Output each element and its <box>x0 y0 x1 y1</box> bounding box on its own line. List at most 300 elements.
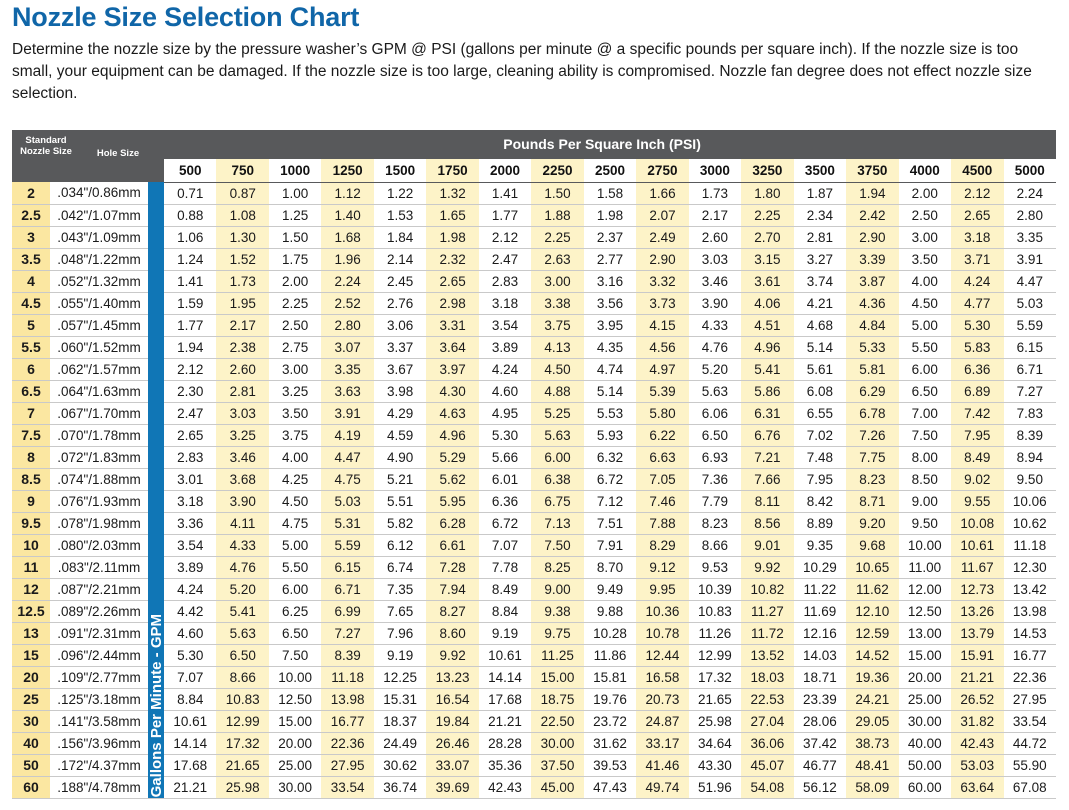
gpm-value-cell: 19.36 <box>846 666 898 688</box>
gpm-value-cell: 23.39 <box>794 688 846 710</box>
gpm-value-cell: 2.98 <box>426 292 478 314</box>
gpm-value-cell: 7.95 <box>951 424 1003 446</box>
gpm-value-cell: 3.75 <box>531 314 583 336</box>
gpm-value-cell: 2.38 <box>216 336 268 358</box>
psi-column-header: 1750 <box>426 159 478 182</box>
table-row <box>12 666 1056 688</box>
gpm-value-cell: 15.00 <box>269 710 321 732</box>
gpm-value-cell: 2.25 <box>269 292 321 314</box>
gpm-value-cell: 2.81 <box>216 380 268 402</box>
gpm-value-cell: 4.30 <box>426 380 478 402</box>
gpm-value-cell: 18.03 <box>741 666 793 688</box>
gpm-value-cell: 10.08 <box>951 512 1003 534</box>
gpm-value-cell: 42.43 <box>479 776 531 798</box>
gpm-value-cell: 18.75 <box>531 688 583 710</box>
psi-column-header: 1000 <box>269 159 321 182</box>
gpm-value-cell: 4.84 <box>846 314 898 336</box>
hole-size-cell: .048"/1.22mm <box>50 248 148 270</box>
gpm-value-cell: 6.32 <box>584 446 636 468</box>
gpm-value-cell: 9.53 <box>689 556 741 578</box>
gpm-value-cell: 2.60 <box>689 226 741 248</box>
hole-size-cell: .096"/2.44mm <box>50 644 148 666</box>
gpm-value-cell: 1.75 <box>269 248 321 270</box>
gpm-value-cell: 8.94 <box>1004 446 1057 468</box>
gpm-value-cell: 5.50 <box>899 336 951 358</box>
nozzle-size-cell: 2.5 <box>12 204 50 226</box>
gpm-value-cell: 4.96 <box>741 336 793 358</box>
gpm-value-cell: 10.61 <box>951 534 1003 556</box>
gpm-value-cell: 12.10 <box>846 600 898 622</box>
gpm-value-cell: 6.31 <box>741 402 793 424</box>
nozzle-size-cell: 6 <box>12 358 50 380</box>
gpm-value-cell: 7.66 <box>741 468 793 490</box>
gpm-value-cell: 33.54 <box>321 776 373 798</box>
gpm-value-cell: 60.00 <box>899 776 951 798</box>
table-row <box>12 182 1056 204</box>
psi-column-header: 2000 <box>479 159 531 182</box>
gpm-value-cell: 3.73 <box>636 292 688 314</box>
gpm-value-cell: 5.31 <box>321 512 373 534</box>
gpm-value-cell: 3.67 <box>374 358 426 380</box>
gpm-value-cell: 10.61 <box>164 710 216 732</box>
gpm-value-cell: 28.28 <box>479 732 531 754</box>
gpm-value-cell: 3.54 <box>479 314 531 336</box>
gpm-value-cell: 5.21 <box>374 468 426 490</box>
nozzle-size-cell: 8.5 <box>12 468 50 490</box>
gpm-value-cell: 2.34 <box>794 204 846 226</box>
gpm-value-cell: 6.72 <box>584 468 636 490</box>
gpm-value-cell: 21.21 <box>479 710 531 732</box>
gpm-value-cell: 15.31 <box>374 688 426 710</box>
gpm-value-cell: 35.36 <box>479 754 531 776</box>
gpm-value-cell: 10.83 <box>216 688 268 710</box>
gpm-value-cell: 27.95 <box>321 754 373 776</box>
psi-column-header: 2250 <box>531 159 583 182</box>
gpm-value-cell: 5.59 <box>321 534 373 556</box>
gpm-value-cell: 3.90 <box>689 292 741 314</box>
gpm-value-cell: 2.52 <box>321 292 373 314</box>
gpm-value-cell: 13.23 <box>426 666 478 688</box>
gpm-value-cell: 1.59 <box>164 292 216 314</box>
gpm-value-cell: 46.77 <box>794 754 846 776</box>
gpm-value-cell: 9.88 <box>584 600 636 622</box>
gpm-value-cell: 6.63 <box>636 446 688 468</box>
gpm-value-cell: 6.00 <box>269 578 321 600</box>
gpm-value-cell: 8.39 <box>321 644 373 666</box>
gpm-value-cell: 1.88 <box>531 204 583 226</box>
gpm-value-cell: 4.19 <box>321 424 373 446</box>
nozzle-size-cell: 15 <box>12 644 50 666</box>
gpm-value-cell: 4.74 <box>584 358 636 380</box>
gpm-value-cell: 7.05 <box>636 468 688 490</box>
gpm-value-cell: 2.00 <box>899 182 951 204</box>
hole-size-cell: .072"/1.83mm <box>50 446 148 468</box>
gpm-value-cell: 4.25 <box>269 468 321 490</box>
gpm-value-cell: 6.36 <box>951 358 1003 380</box>
gpm-value-cell: 10.78 <box>636 622 688 644</box>
gpm-value-cell: 1.00 <box>269 182 321 204</box>
gpm-value-cell: 51.96 <box>689 776 741 798</box>
gpm-value-cell: 4.13 <box>531 336 583 358</box>
gpm-value-cell: 7.42 <box>951 402 1003 424</box>
hole-size-cell: .064"/1.63mm <box>50 380 148 402</box>
gpm-value-cell: 8.60 <box>426 622 478 644</box>
gpm-value-cell: 39.69 <box>426 776 478 798</box>
gpm-value-cell: 4.76 <box>216 556 268 578</box>
gpm-value-cell: 3.31 <box>426 314 478 336</box>
gpm-value-cell: 58.09 <box>846 776 898 798</box>
gpm-value-cell: 13.79 <box>951 622 1003 644</box>
nozzle-size-cell: 6.5 <box>12 380 50 402</box>
hole-size-cell: .042"/1.07mm <box>50 204 148 226</box>
gpm-value-cell: 5.30 <box>479 424 531 446</box>
gpm-value-cell: 33.54 <box>1004 710 1057 732</box>
table-row <box>12 402 1056 424</box>
gpm-value-cell: 9.19 <box>479 622 531 644</box>
gpm-value-cell: 25.98 <box>689 710 741 732</box>
gpm-value-cell: 1.94 <box>846 182 898 204</box>
gpm-value-cell: 2.47 <box>479 248 531 270</box>
nozzle-chart-table <box>12 130 1056 799</box>
gpm-value-cell: 6.72 <box>479 512 531 534</box>
gpm-value-cell: 49.74 <box>636 776 688 798</box>
gpm-value-cell: 33.17 <box>636 732 688 754</box>
gpm-value-cell: 1.52 <box>216 248 268 270</box>
gpm-value-cell: 6.00 <box>899 358 951 380</box>
psi-column-header: 4000 <box>899 159 951 182</box>
gpm-value-cell: 2.83 <box>479 270 531 292</box>
gpm-value-cell: 11.67 <box>951 556 1003 578</box>
gpm-value-cell: 6.06 <box>689 402 741 424</box>
nozzle-size-cell: 4 <box>12 270 50 292</box>
gpm-value-cell: 4.33 <box>689 314 741 336</box>
gpm-value-cell: 11.25 <box>531 644 583 666</box>
gpm-value-cell: 3.27 <box>794 248 846 270</box>
gpm-value-cell: 1.41 <box>479 182 531 204</box>
hole-size-cell: .062"/1.57mm <box>50 358 148 380</box>
gpm-value-cell: 1.32 <box>426 182 478 204</box>
gpm-value-cell: 7.13 <box>531 512 583 534</box>
gpm-value-cell: 18.71 <box>794 666 846 688</box>
gpm-value-cell: 56.12 <box>794 776 846 798</box>
gpm-value-cell: 5.03 <box>321 490 373 512</box>
gpm-value-cell: 8.27 <box>426 600 478 622</box>
gpm-value-cell: 40.00 <box>899 732 951 754</box>
table-row <box>12 336 1056 358</box>
gpm-value-cell: 3.07 <box>321 336 373 358</box>
gpm-value-cell: 4.96 <box>426 424 478 446</box>
gpm-value-cell: 3.91 <box>321 402 373 424</box>
gpm-value-cell: 9.00 <box>899 490 951 512</box>
gpm-value-cell: 2.49 <box>636 226 688 248</box>
gpm-value-cell: 1.94 <box>164 336 216 358</box>
gpm-value-cell: 13.26 <box>951 600 1003 622</box>
gpm-value-cell: 5.20 <box>689 358 741 380</box>
gpm-value-cell: 4.97 <box>636 358 688 380</box>
gpm-value-cell: 22.36 <box>1004 666 1057 688</box>
nozzle-size-cell: 8 <box>12 446 50 468</box>
gpm-value-cell: 8.84 <box>164 688 216 710</box>
gpm-value-cell: 7.27 <box>1004 380 1057 402</box>
gpm-value-cell: 7.96 <box>374 622 426 644</box>
gpm-value-cell: 22.50 <box>531 710 583 732</box>
gpm-value-cell: 14.03 <box>794 644 846 666</box>
gpm-value-cell: 6.36 <box>479 490 531 512</box>
gpm-value-cell: 1.80 <box>741 182 793 204</box>
gpm-value-cell: 12.59 <box>846 622 898 644</box>
psi-column-header: 3000 <box>689 159 741 182</box>
page-title: Nozzle Size Selection Chart <box>12 2 360 32</box>
nozzle-size-cell: 4.5 <box>12 292 50 314</box>
gpm-value-cell: 4.50 <box>899 292 951 314</box>
gpm-value-cell: 3.46 <box>689 270 741 292</box>
nozzle-size-cell: 30 <box>12 710 50 732</box>
gpm-value-cell: 2.24 <box>1004 182 1057 204</box>
gpm-value-cell: 8.49 <box>951 446 1003 468</box>
gpm-value-cell: 31.62 <box>584 732 636 754</box>
gpm-value-cell: 7.27 <box>321 622 373 644</box>
gpm-value-cell: 6.50 <box>216 644 268 666</box>
gpm-value-cell: 33.07 <box>426 754 478 776</box>
gpm-value-cell: 2.65 <box>426 270 478 292</box>
gpm-value-cell: 3.00 <box>531 270 583 292</box>
gpm-value-cell: 16.54 <box>426 688 478 710</box>
psi-header: Pounds Per Square Inch (PSI) <box>148 130 1056 159</box>
gpm-value-cell: 3.87 <box>846 270 898 292</box>
gpm-value-cell: 3.03 <box>216 402 268 424</box>
gpm-value-cell: 3.89 <box>479 336 531 358</box>
gpm-value-cell: 43.30 <box>689 754 741 776</box>
gpm-value-cell: 1.95 <box>216 292 268 314</box>
gpm-value-cell: 5.83 <box>951 336 1003 358</box>
nozzle-size-cell: 10 <box>12 534 50 556</box>
gpm-value-cell: 2.12 <box>164 358 216 380</box>
nozzle-size-cell: 5 <box>12 314 50 336</box>
gpm-value-cell: 8.23 <box>689 512 741 534</box>
gpm-value-cell: 5.25 <box>531 402 583 424</box>
gpm-value-cell: 1.65 <box>426 204 478 226</box>
gpm-value-cell: 5.93 <box>584 424 636 446</box>
hole-size-cell: .074"/1.88mm <box>50 468 148 490</box>
gpm-value-cell: 3.50 <box>269 402 321 424</box>
gpm-axis-label <box>148 182 164 798</box>
gpm-value-cell: 1.68 <box>321 226 373 248</box>
gpm-value-cell: 11.27 <box>741 600 793 622</box>
chart-body <box>12 182 1056 798</box>
gpm-value-cell: 5.61 <box>794 358 846 380</box>
gpm-value-cell: 7.88 <box>636 512 688 534</box>
page-description: Determine the nozzle size by the pressure washer’s GPM @ PSI (gallons per minute @ a specific pounds per square inch). If the nozzle size is too small, your equipment can be damaged. If the nozzle size is too large, cleaning ability is compromised. Nozzle fan degree does not effect nozzle size selection. <box>12 41 1032 102</box>
gpm-value-cell: 5.14 <box>794 336 846 358</box>
gpm-value-cell: 12.30 <box>1004 556 1057 578</box>
gpm-value-cell: 7.78 <box>479 556 531 578</box>
gpm-value-cell: 8.56 <box>741 512 793 534</box>
gpm-axis-label-text: Gallons Per Minute - GPM <box>148 614 165 798</box>
gpm-value-cell: 6.15 <box>321 556 373 578</box>
table-row <box>12 226 1056 248</box>
gpm-value-cell: 10.06 <box>1004 490 1057 512</box>
gpm-value-cell: 4.56 <box>636 336 688 358</box>
gpm-value-cell: 4.00 <box>899 270 951 292</box>
gpm-value-cell: 13.98 <box>1004 600 1057 622</box>
gpm-value-cell: 1.12 <box>321 182 373 204</box>
hole-size-cell: .057"/1.45mm <box>50 314 148 336</box>
gpm-value-cell: 8.66 <box>216 666 268 688</box>
gpm-value-cell: 2.45 <box>374 270 426 292</box>
gpm-value-cell: 36.06 <box>741 732 793 754</box>
gpm-value-cell: 4.24 <box>951 270 1003 292</box>
gpm-value-cell: 2.77 <box>584 248 636 270</box>
table-row <box>12 314 1056 336</box>
nozzle-size-cell: 7 <box>12 402 50 424</box>
gpm-value-cell: 26.46 <box>426 732 478 754</box>
gpm-value-cell: 16.58 <box>636 666 688 688</box>
gpm-value-cell: 10.61 <box>479 644 531 666</box>
gpm-value-cell: 5.63 <box>531 424 583 446</box>
table-row <box>12 512 1056 534</box>
nozzle-size-cell: 5.5 <box>12 336 50 358</box>
gpm-value-cell: 55.90 <box>1004 754 1057 776</box>
gpm-value-cell: 6.50 <box>899 380 951 402</box>
gpm-value-cell: 47.43 <box>584 776 636 798</box>
gpm-value-cell: 7.75 <box>846 446 898 468</box>
gpm-value-cell: 5.86 <box>741 380 793 402</box>
table-row <box>12 754 1056 776</box>
gpm-value-cell: 1.98 <box>584 204 636 226</box>
gpm-value-cell: 7.91 <box>584 534 636 556</box>
gpm-value-cell: 7.02 <box>794 424 846 446</box>
gpm-value-cell: 4.76 <box>689 336 741 358</box>
nozzle-size-cell: 50 <box>12 754 50 776</box>
gpm-value-cell: 3.68 <box>216 468 268 490</box>
gpm-value-cell: 6.08 <box>794 380 846 402</box>
gpm-value-cell: 5.50 <box>269 556 321 578</box>
gpm-value-cell: 11.18 <box>1004 534 1057 556</box>
gpm-value-cell: 7.95 <box>794 468 846 490</box>
psi-column-header: 500 <box>164 159 216 182</box>
gpm-value-cell: 7.07 <box>479 534 531 556</box>
gpm-value-cell: 6.12 <box>374 534 426 556</box>
gpm-value-cell: 9.20 <box>846 512 898 534</box>
gpm-value-cell: 6.50 <box>269 622 321 644</box>
nozzle-size-cell: 12.5 <box>12 600 50 622</box>
gpm-value-cell: 8.71 <box>846 490 898 512</box>
gpm-value-cell: 9.01 <box>741 534 793 556</box>
gpm-value-cell: 8.42 <box>794 490 846 512</box>
gpm-value-cell: 1.73 <box>689 182 741 204</box>
gpm-value-cell: 2.80 <box>1004 204 1057 226</box>
gpm-value-cell: 10.29 <box>794 556 846 578</box>
gpm-value-cell: 36.74 <box>374 776 426 798</box>
psi-column-header: 3500 <box>794 159 846 182</box>
gpm-value-cell: 6.71 <box>321 578 373 600</box>
gpm-value-cell: 20.73 <box>636 688 688 710</box>
gpm-value-cell: 44.72 <box>1004 732 1057 754</box>
gpm-value-cell: 5.33 <box>846 336 898 358</box>
gpm-value-cell: 2.90 <box>636 248 688 270</box>
gpm-value-cell: 11.69 <box>794 600 846 622</box>
gpm-value-cell: 3.38 <box>531 292 583 314</box>
gpm-value-cell: 19.76 <box>584 688 636 710</box>
gpm-value-cell: 21.65 <box>216 754 268 776</box>
gpm-value-cell: 6.55 <box>794 402 846 424</box>
gpm-value-cell: 2.07 <box>636 204 688 226</box>
psi-column-header: 3250 <box>741 159 793 182</box>
gpm-value-cell: 7.65 <box>374 600 426 622</box>
hole-size-cell: .034"/0.86mm <box>50 182 148 204</box>
gpm-value-cell: 4.50 <box>531 358 583 380</box>
gpm-value-cell: 1.87 <box>794 182 846 204</box>
gpm-value-cell: 7.46 <box>636 490 688 512</box>
gpm-value-cell: 3.25 <box>269 380 321 402</box>
nozzle-size-cell: 13 <box>12 622 50 644</box>
gpm-value-cell: 31.82 <box>951 710 1003 732</box>
gpm-value-cell: 1.41 <box>164 270 216 292</box>
gpm-value-cell: 4.21 <box>794 292 846 314</box>
gpm-value-cell: 7.50 <box>899 424 951 446</box>
gpm-header-spacer <box>148 159 164 182</box>
gpm-value-cell: 30.00 <box>269 776 321 798</box>
nozzle-size-cell: 9.5 <box>12 512 50 534</box>
gpm-value-cell: 2.60 <box>216 358 268 380</box>
gpm-value-cell: 7.79 <box>689 490 741 512</box>
gpm-value-cell: 11.86 <box>584 644 636 666</box>
gpm-value-cell: 5.30 <box>164 644 216 666</box>
gpm-value-cell: 20.00 <box>899 666 951 688</box>
gpm-value-cell: 1.73 <box>216 270 268 292</box>
gpm-value-cell: 3.61 <box>741 270 793 292</box>
gpm-value-cell: 9.38 <box>531 600 583 622</box>
gpm-value-cell: 3.00 <box>269 358 321 380</box>
gpm-value-cell: 5.53 <box>584 402 636 424</box>
gpm-value-cell: 3.35 <box>321 358 373 380</box>
gpm-value-cell: 3.64 <box>426 336 478 358</box>
gpm-value-cell: 4.24 <box>479 358 531 380</box>
gpm-value-cell: 2.37 <box>584 226 636 248</box>
nozzle-size-cell: 3 <box>12 226 50 248</box>
hole-size-cell: .156"/3.96mm <box>50 732 148 754</box>
gpm-value-cell: 13.98 <box>321 688 373 710</box>
table-row <box>12 644 1056 666</box>
gpm-value-cell: 5.00 <box>269 534 321 556</box>
gpm-value-cell: 3.54 <box>164 534 216 556</box>
gpm-value-cell: 22.36 <box>321 732 373 754</box>
gpm-value-cell: 5.80 <box>636 402 688 424</box>
gpm-value-cell: 4.47 <box>1004 270 1057 292</box>
gpm-value-cell: 12.99 <box>216 710 268 732</box>
gpm-value-cell: 3.18 <box>951 226 1003 248</box>
gpm-value-cell: 14.14 <box>479 666 531 688</box>
gpm-value-cell: 4.68 <box>794 314 846 336</box>
gpm-value-cell: 11.26 <box>689 622 741 644</box>
gpm-value-cell: 5.20 <box>216 578 268 600</box>
gpm-value-cell: 1.98 <box>426 226 478 248</box>
corner-header <box>12 130 148 182</box>
gpm-value-cell: 6.25 <box>269 600 321 622</box>
gpm-value-cell: 6.89 <box>951 380 1003 402</box>
gpm-value-cell: 48.41 <box>846 754 898 776</box>
gpm-value-cell: 21.21 <box>951 666 1003 688</box>
gpm-value-cell: 37.50 <box>531 754 583 776</box>
table-row <box>12 534 1056 556</box>
hole-size-cell: .055"/1.40mm <box>50 292 148 314</box>
gpm-value-cell: 67.08 <box>1004 776 1057 798</box>
gpm-value-cell: 6.74 <box>374 556 426 578</box>
gpm-value-cell: 3.97 <box>426 358 478 380</box>
gpm-value-cell: 28.06 <box>794 710 846 732</box>
gpm-value-cell: 4.88 <box>531 380 583 402</box>
gpm-value-cell: 9.95 <box>636 578 688 600</box>
